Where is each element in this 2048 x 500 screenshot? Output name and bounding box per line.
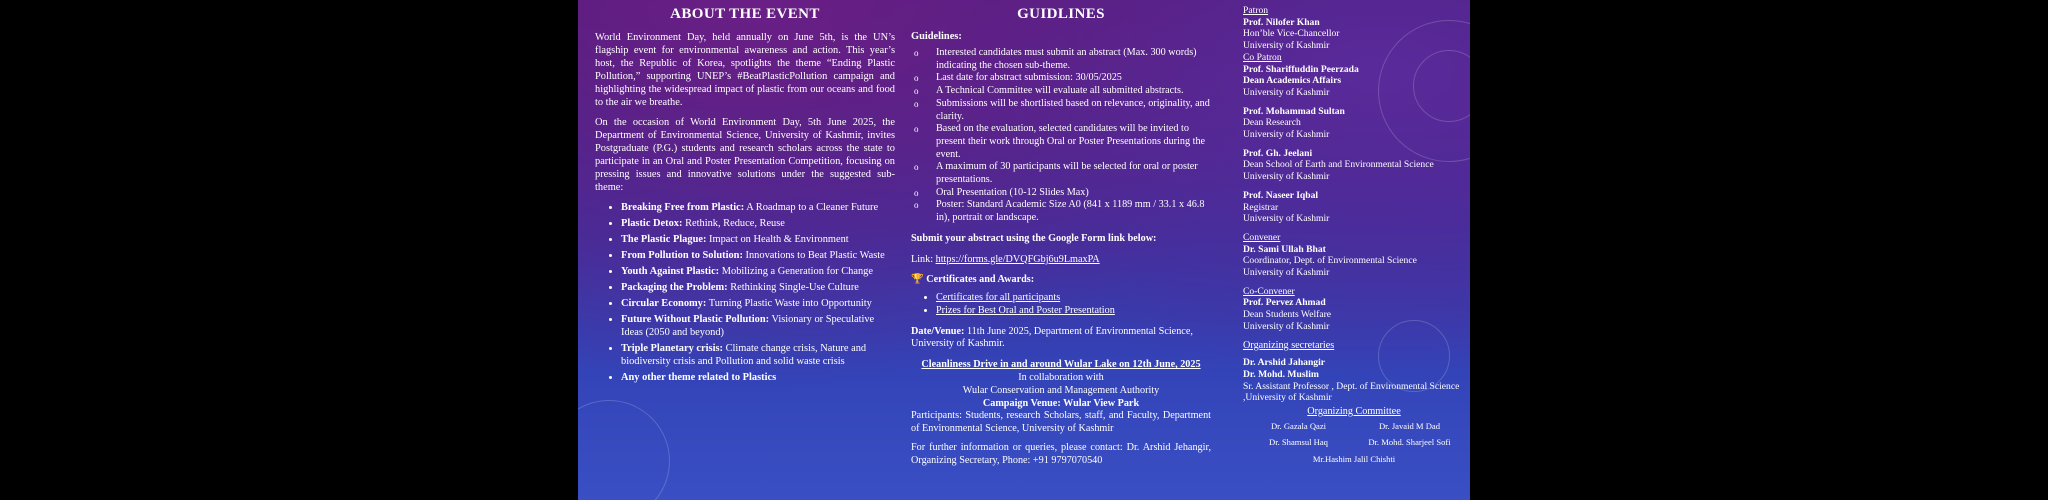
patron-affiliation: University of Kashmir <box>1243 40 1330 52</box>
member-role: Registrar <box>1243 201 1279 213</box>
guidelines-list <box>911 47 1211 225</box>
about-heading: ABOUT THE EVENT <box>670 6 820 22</box>
secretary-name: Dr. Mohd. Muslim <box>1243 368 1319 380</box>
member-role: Dean School of Earth and Environmental Science <box>1243 159 1434 171</box>
award-item: • Prizes for Best Oral and Poster Presentation <box>936 305 1211 318</box>
member-name: Prof. Mohammad Sultan <box>1243 105 1345 117</box>
secretary-role: Sr. Assistant Professor , Dept. of Environmental Science ,University of Kashmir <box>1243 380 1460 404</box>
decorative-ring <box>578 400 670 500</box>
guideline-item: o Last date for abstract submission: 30/05/2025 <box>911 72 1211 85</box>
coconvener-block <box>1243 286 1465 333</box>
guideline-item: o Poster: Standard Academic Size A0 (841 x 1189 mm / 33.1 x 46.8 in), portrait or landscape. <box>911 199 1211 224</box>
organizing-committee-label: Organizing Committee <box>1307 406 1401 418</box>
cleanliness-drive-title: Cleanliness Drive in and around Wular Lake on 12th June, 2025 <box>921 359 1201 371</box>
committee-member: Mr.Hashim Jalil Chishti <box>1312 454 1396 465</box>
about-paragraph-2: On the occasion of World Environment Day, 5th June 2025, the Department of Environmental Science, University of Kashmir, invites Postgraduate (P.G.) students and research scholars across the state to participate in an Oral and Poster Presentation Competition, focusing on pressing issues and innovative solutions under the suggested sub-theme: <box>595 117 895 193</box>
member-role: Dean Research <box>1243 117 1301 129</box>
organizing-committee-members <box>1243 421 1465 448</box>
patron-role: Hon’ble Vice-Chancellor <box>1243 28 1340 40</box>
committee-member: Dr. Gazala Qazi <box>1270 421 1327 432</box>
guidelines-heading: GUIDLINES <box>1017 6 1105 22</box>
committee-member: Dr. Shamsul Haq <box>1269 437 1328 448</box>
convener-name: Dr. Sami Ullah Bhat <box>1243 243 1326 255</box>
committee-member: Dr. Javaid M Dad <box>1378 421 1441 432</box>
coconvener-name: Prof. Pervez Ahmad <box>1243 297 1326 309</box>
participants-line: Participants: Students, research Scholars, staff, and Faculty, Department of Environmental Science, University of Kashmir <box>911 410 1211 435</box>
copatron-name: Prof. Shariffuddin Peerzada <box>1243 63 1359 75</box>
about-paragraph-1: World Environment Day, held annually on June 5th, is the UN’s flagship event for environmental awareness and action. This year’s host, the Republic of Korea, spotlights the theme “Ending Plastic Pollution,” supporting UNEP’s #BeatPlasticPollution campaign and highlighting the widespread impact of plastic from our oceans and food to the air we breathe. <box>595 32 895 108</box>
theme-item: • The Plastic Plague: Impact on Health & Environment <box>621 233 895 246</box>
theme-item: • Plastic Detox: Rethink, Reduce, Reuse <box>621 217 895 230</box>
theme-item: • Triple Planetary crisis: Climate change crisis, Nature and biodiversity crisis and Pollution and solid waste crisis <box>621 342 895 368</box>
guideline-item: o Oral Presentation (10-12 Slides Max) <box>911 187 1211 200</box>
theme-item: • Youth Against Plastic: Mobilizing a Generation for Change <box>621 265 895 278</box>
theme-item: • Circular Economy: Turning Plastic Waste into Opportunity <box>621 297 895 310</box>
convener-label: Convener <box>1243 231 1281 243</box>
guidelines-column <box>911 0 1211 468</box>
coconvener-role: Dean Students Welfare <box>1243 309 1332 321</box>
member-name: Prof. Gh. Jeelani <box>1243 147 1313 159</box>
about-column <box>595 0 895 387</box>
convener-role: Coordinator, Dept. of Environmental Science <box>1243 255 1417 267</box>
guideline-item: o Submissions will be shortlisted based on relevance, originality, and clarity. <box>911 98 1211 123</box>
member-affiliation: University of Kashmir <box>1243 171 1330 183</box>
form-link-line: Link: https://forms.gle/DVQFGbj6u9LmaxPA <box>911 253 1100 265</box>
guidelines-subheading: Guidelines: <box>911 31 962 42</box>
member-block <box>1243 190 1465 225</box>
theme-item: • Packaging the Problem: Rethinking Single-Use Culture <box>621 281 895 294</box>
collaboration-line: In collaboration with <box>1018 372 1104 384</box>
guideline-item: o A maximum of 30 participants will be selected for oral or poster presentations. <box>911 161 1211 186</box>
guideline-item: o Interested candidates must submit an abstract (Max. 300 words) indicating the chosen sub-theme. <box>911 47 1211 72</box>
secretaries-block <box>1243 340 1465 405</box>
member-affiliation: University of Kashmir <box>1243 129 1330 141</box>
committee-column <box>1243 5 1465 464</box>
guideline-item: o Based on the evaluation, selected candidates will be invited to present their work through Oral or Poster Presentations during the event. <box>911 123 1211 161</box>
collaboration-partner: Wular Conservation and Management Authority <box>962 384 1160 396</box>
date-venue: Date/Venue: 11th June 2025, Department of Environmental Science, University of Kashmir. <box>911 325 1193 350</box>
theme-item: • Any other theme related to Plastics <box>621 371 895 384</box>
convener-affiliation: University of Kashmir <box>1243 267 1330 279</box>
member-name: Prof. Naseer Iqbal <box>1243 189 1319 201</box>
awards-list <box>911 292 1211 317</box>
campaign-venue: Campaign Venue: Wular View Park <box>982 397 1140 409</box>
member-affiliation: University of Kashmir <box>1243 213 1330 225</box>
committee-member: Dr. Mohd. Sharjeel Sofi <box>1368 437 1451 448</box>
secretary-name: Dr. Arshid Jahangir <box>1243 357 1326 369</box>
theme-item: • Breaking Free from Plastic: A Roadmap to a Cleaner Future <box>621 201 895 214</box>
member-block <box>1243 148 1465 183</box>
copatron-role: Dean Academics Affairs <box>1243 75 1342 87</box>
convener-block <box>1243 232 1465 279</box>
coconvener-label: Co-Convener <box>1243 285 1295 297</box>
secretaries-label: Organizing secretaries <box>1243 339 1335 351</box>
theme-item: • Future Without Plastic Pollution: Visionary or Speculative Ideas (2050 and beyond) <box>621 313 895 339</box>
patron-name: Prof. Nilofer Khan <box>1243 16 1320 28</box>
contact-line: For further information or queries, please contact: Dr. Arshid Jehangir, Organizing Secretary, Phone: +91 9797070540 <box>911 442 1211 466</box>
certificates-heading: 🏆 Certificates and Awards: <box>911 274 1035 286</box>
submit-instruction: Submit your abstract using the Google Form link below: <box>911 232 1157 244</box>
patron-block <box>1243 5 1465 99</box>
guideline-item: o A Technical Committee will evaluate all submitted abstracts. <box>911 85 1211 98</box>
theme-item: • From Pollution to Solution: Innovations to Beat Plastic Waste <box>621 249 895 262</box>
copatron-label: Co Patron <box>1243 51 1282 63</box>
award-item: • Certificates for all participants <box>936 292 1211 305</box>
copatron-affiliation: University of Kashmir <box>1243 86 1330 98</box>
sub-theme-list <box>595 201 895 384</box>
coconvener-affiliation: University of Kashmir <box>1243 320 1330 332</box>
member-block <box>1243 106 1465 141</box>
event-poster <box>578 0 1470 500</box>
google-form-link[interactable]: https://forms.gle/DVQFGbj6u9LmaxPA <box>935 253 1100 265</box>
patron-label: Patron <box>1243 5 1269 16</box>
